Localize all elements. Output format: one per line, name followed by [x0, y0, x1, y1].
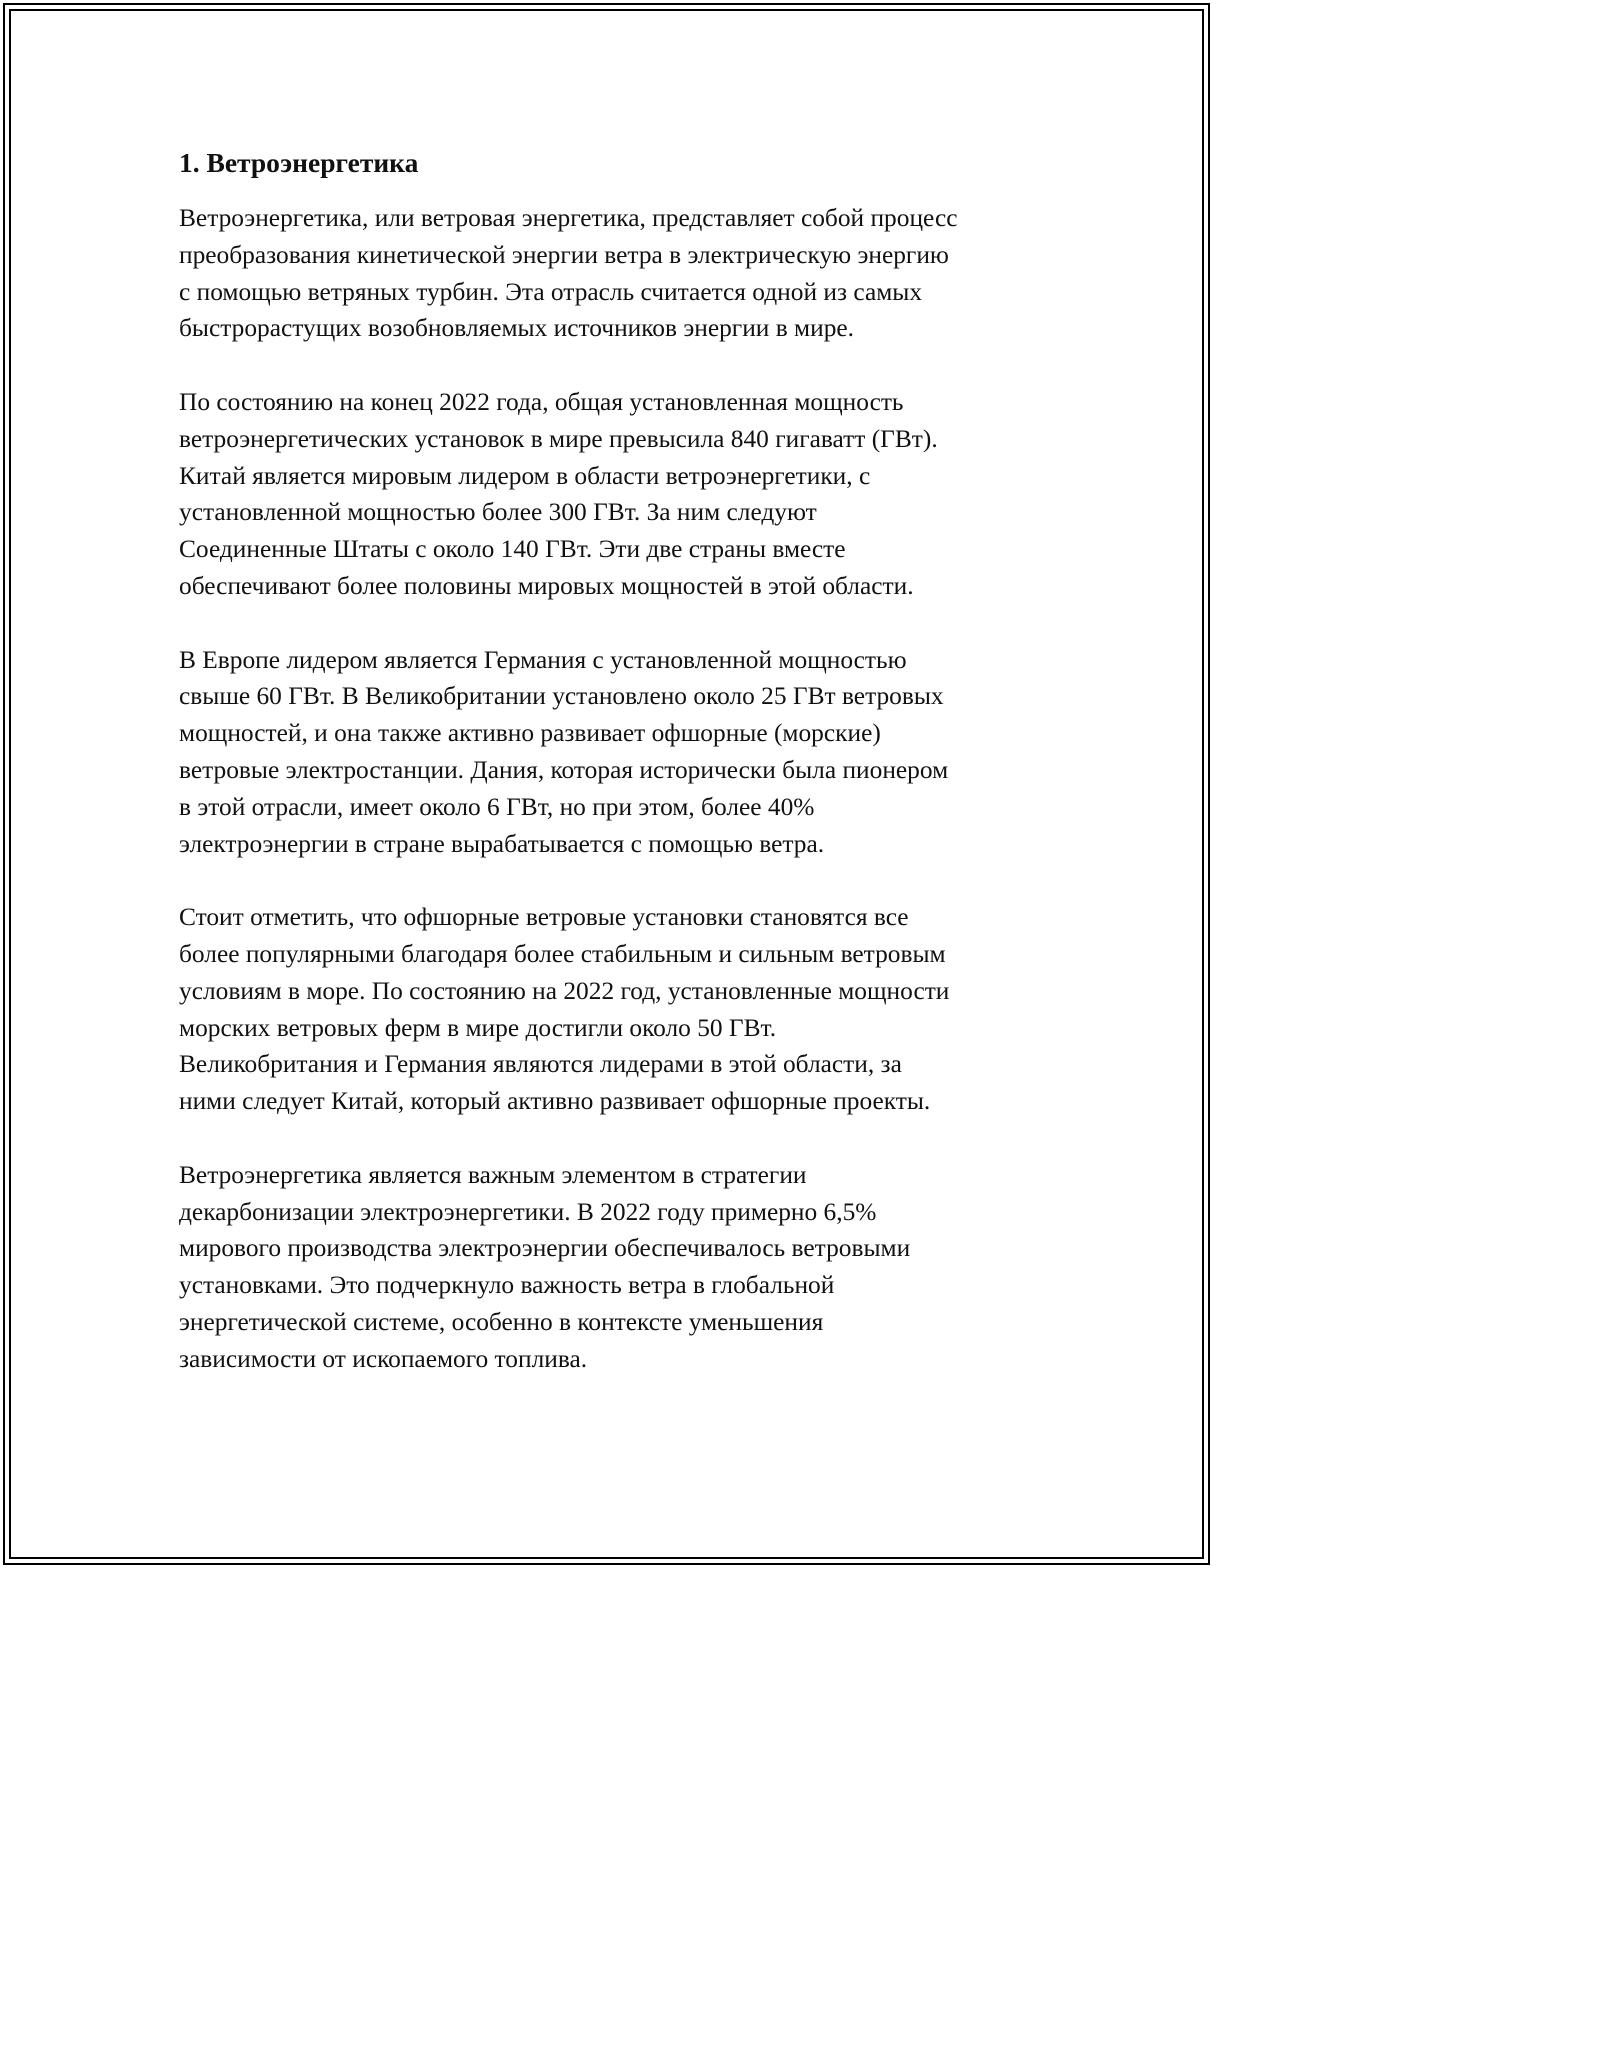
- text-line: обеспечивают более половины мировых мощностей в этой области.: [179, 571, 914, 600]
- paragraph-global-capacity: [179, 384, 1059, 605]
- text-line: В Европе лидером является Германия с установленной мощностью: [179, 645, 907, 674]
- paragraph-decarbonization: [179, 1157, 1059, 1378]
- section-heading: 1. Ветроэнергетика: [179, 147, 419, 178]
- text-line: преобразования кинетической энергии ветра в электрическую энергию: [179, 240, 949, 269]
- text-line: более популярными благодаря более стабильным и сильным ветровым: [179, 939, 946, 968]
- paragraph-intro: [179, 200, 1059, 347]
- text-line: ними следует Китай, который активно развивает офшорные проекты.: [179, 1087, 931, 1116]
- text-line: в этой отрасли, имеет около 6 ГВт, но при этом, более 40%: [179, 792, 815, 821]
- text-line: установленной мощностью более 300 ГВт. За ним следуют: [179, 498, 817, 527]
- text-line: мощностей, и она также активно развивает офшорные (морские): [179, 719, 881, 748]
- text-line: ветровые электростанции. Дания, которая исторически была пионером: [179, 755, 949, 784]
- text-line: Соединенные Штаты с около 140 ГВт. Эти две страны вместе: [179, 535, 846, 564]
- text-line: Китай является мировым лидером в области ветроэнергетики, с: [179, 461, 871, 490]
- text-line: морских ветровых ферм в мире достигли около 50 ГВт.: [179, 1013, 777, 1042]
- text-line: Ветроэнергетика является важным элементом в стратегии: [179, 1160, 807, 1189]
- text-line: с помощью ветряных турбин. Эта отрасль считается одной из самых: [179, 277, 923, 306]
- text-line: электроэнергии в стране вырабатывается с помощью ветра.: [179, 829, 825, 858]
- text-line: энергетической системе, особенно в контексте уменьшения: [179, 1307, 824, 1336]
- text-line: быстрорастущих возобновляемых источников энергии в мире.: [179, 314, 855, 343]
- document-body: [179, 143, 1059, 1414]
- text-line: Ветроэнергетика, или ветровая энергетика, представляет собой процесс: [179, 204, 958, 232]
- paragraph-europe: [179, 642, 1059, 863]
- text-line: зависимости от ископаемого топлива.: [179, 1344, 588, 1373]
- text-line: свыше 60 ГВт. В Великобритании установлено около 25 ГВт ветровых: [179, 682, 944, 711]
- text-line: условиям в море. По состоянию на 2022 год, установленные мощности: [179, 976, 950, 1005]
- text-line: мирового производства электроэнергии обеспечивалось ветровыми: [179, 1234, 911, 1263]
- text-line: установками. Это подчеркнуло важность ветра в глобальной: [179, 1271, 835, 1300]
- text-line: ветроэнергетических установок в мире превысила 840 гигаватт (ГВт).: [179, 424, 938, 453]
- text-line: Стоит отметить, что офшорные ветровые установки становятся все: [179, 903, 909, 932]
- text-line: Великобритания и Германия являются лидерами в этой области, за: [179, 1050, 902, 1079]
- text-line: декарбонизации электроэнергетики. В 2022 году примерно 6,5%: [179, 1197, 877, 1226]
- text-line: По состоянию на конец 2022 года, общая установленная мощность: [179, 387, 904, 416]
- paragraph-offshore: [179, 899, 1059, 1120]
